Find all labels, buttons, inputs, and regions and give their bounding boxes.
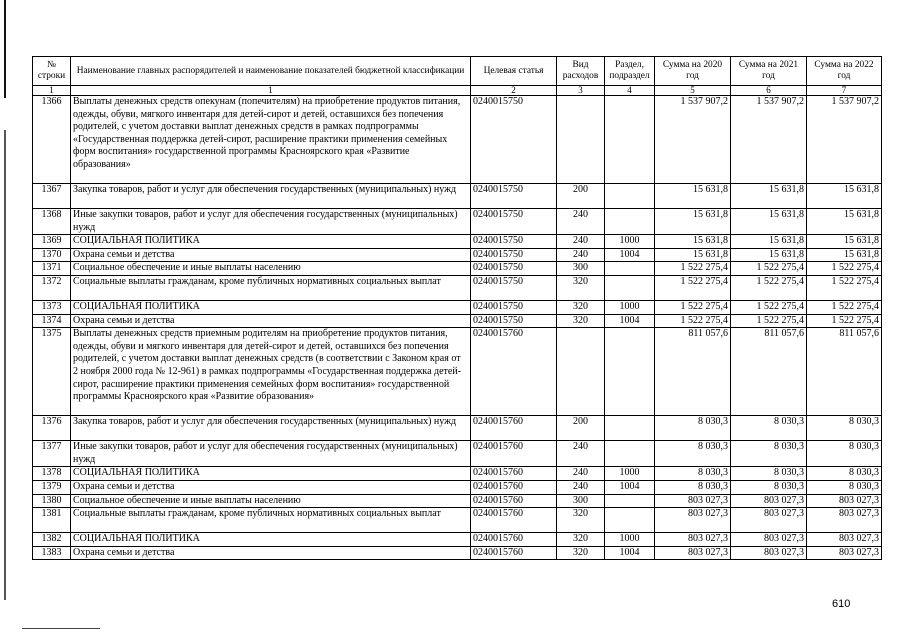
table-row (33, 508, 882, 533)
row-sum-2022: 8 030,3 (807, 480, 882, 494)
row-sum-2022: 15 631,8 (807, 184, 882, 209)
row-target-article: 0240015750 (471, 275, 557, 300)
row-sum-2020: 8 030,3 (655, 467, 731, 481)
row-number: 1379 (33, 480, 71, 494)
table-row (33, 314, 882, 328)
row-number: 1375 (33, 328, 71, 416)
row-sum-2021: 15 631,8 (731, 235, 807, 249)
row-expense-type: 240 (557, 248, 605, 262)
row-section: 1000 (605, 533, 655, 547)
row-number: 1370 (33, 248, 71, 262)
footer-line (22, 628, 100, 629)
table-row (33, 275, 882, 300)
row-sum-2022: 8 030,3 (807, 416, 882, 441)
row-target-article: 0240015760 (471, 467, 557, 481)
row-number: 1372 (33, 275, 71, 300)
row-target-article: 0240015760 (471, 546, 557, 560)
row-name: Иные закупки товаров, работ и услуг для обеспечения государственных (муниципальных) нужд (71, 441, 471, 467)
row-number: 1373 (33, 300, 71, 314)
row-sum-2021: 8 030,3 (731, 416, 807, 441)
row-name: Охрана семьи и детства (71, 480, 471, 494)
row-number: 1368 (33, 209, 71, 235)
row-number: 1382 (33, 533, 71, 547)
row-section (605, 328, 655, 416)
row-sum-2022: 1 522 275,4 (807, 262, 882, 276)
row-number: 1376 (33, 416, 71, 441)
row-expense-type: 320 (557, 300, 605, 314)
row-sum-2022: 1 522 275,4 (807, 300, 882, 314)
row-target-article: 0240015760 (471, 494, 557, 508)
row-target-article: 0240015760 (471, 533, 557, 547)
column-number: 5 (655, 86, 731, 96)
row-sum-2020: 803 027,3 (655, 533, 731, 547)
column-number: 7 (807, 86, 882, 96)
row-sum-2022: 15 631,8 (807, 248, 882, 262)
header-sum-2022: Сумма на 2022 год (807, 57, 882, 86)
row-target-article: 0240015760 (471, 328, 557, 416)
row-sum-2020: 803 027,3 (655, 508, 731, 533)
row-expense-type (557, 328, 605, 416)
row-number: 1367 (33, 184, 71, 209)
row-section: 1004 (605, 480, 655, 494)
row-name: СОЦИАЛЬНАЯ ПОЛИТИКА (71, 533, 471, 547)
row-target-article: 0240015760 (471, 480, 557, 494)
row-sum-2020: 811 057,6 (655, 328, 731, 416)
row-sum-2022: 811 057,6 (807, 328, 882, 416)
row-name: Выплаты денежных средств приемным родителям на приобретение продуктов питания, одежды, обуви и мягкого инвентаря для детей-сирот и детей, оставшихся без попечения родителей, с учетом доставки выплат денежных средств (в соответствии с Законом края от 2 ноября 2000 года № 12-961) в рамках подпрограммы «Государственная поддержка детей-сирот, расширение практики применения семейных форм воспитания» государственной программы Красноярского края «Развитие образования» (71, 328, 471, 416)
table-row (33, 209, 882, 235)
table-row (33, 480, 882, 494)
row-section (605, 184, 655, 209)
row-number: 1371 (33, 262, 71, 276)
row-name: Социальные выплаты гражданам, кроме публичных нормативных социальных выплат (71, 508, 471, 533)
row-sum-2022: 803 027,3 (807, 508, 882, 533)
budget-table (32, 56, 882, 560)
row-section: 1000 (605, 235, 655, 249)
row-section (605, 96, 655, 184)
row-name: Социальные выплаты гражданам, кроме публичных нормативных социальных выплат (71, 275, 471, 300)
row-expense-type: 240 (557, 480, 605, 494)
row-sum-2021: 1 522 275,4 (731, 300, 807, 314)
row-number: 1381 (33, 508, 71, 533)
row-expense-type (557, 96, 605, 184)
row-sum-2021: 15 631,8 (731, 184, 807, 209)
row-sum-2022: 1 522 275,4 (807, 314, 882, 328)
scan-edge-line (4, 130, 6, 600)
row-name: Охрана семьи и детства (71, 248, 471, 262)
row-name: Закупка товаров, работ и услуг для обеспечения государственных (муниципальных) нужд (71, 184, 471, 209)
row-target-article: 0240015750 (471, 209, 557, 235)
table-row (33, 494, 882, 508)
row-sum-2021: 1 522 275,4 (731, 314, 807, 328)
row-sum-2020: 15 631,8 (655, 248, 731, 262)
column-number: 3 (557, 86, 605, 96)
row-number: 1378 (33, 467, 71, 481)
header-row-number: № строки (33, 57, 71, 86)
table-row (33, 328, 882, 416)
row-sum-2021: 811 057,6 (731, 328, 807, 416)
row-number: 1380 (33, 494, 71, 508)
row-name: СОЦИАЛЬНАЯ ПОЛИТИКА (71, 300, 471, 314)
row-name: Иные закупки товаров, работ и услуг для обеспечения государственных (муниципальных) нужд (71, 209, 471, 235)
row-expense-type: 320 (557, 546, 605, 560)
row-sum-2021: 15 631,8 (731, 248, 807, 262)
row-sum-2020: 15 631,8 (655, 184, 731, 209)
row-sum-2020: 1 522 275,4 (655, 262, 731, 276)
table-row (33, 300, 882, 314)
row-name: Закупка товаров, работ и услуг для обеспечения государственных (муниципальных) нужд (71, 416, 471, 441)
row-sum-2020: 1 522 275,4 (655, 275, 731, 300)
row-section (605, 209, 655, 235)
row-sum-2021: 803 027,3 (731, 494, 807, 508)
row-sum-2021: 1 537 907,2 (731, 96, 807, 184)
row-section (605, 275, 655, 300)
row-sum-2022: 1 522 275,4 (807, 275, 882, 300)
row-expense-type: 320 (557, 275, 605, 300)
row-sum-2020: 1 522 275,4 (655, 314, 731, 328)
row-section: 1004 (605, 546, 655, 560)
row-sum-2020: 8 030,3 (655, 480, 731, 494)
row-section (605, 494, 655, 508)
row-number: 1383 (33, 546, 71, 560)
row-name: Охрана семьи и детства (71, 546, 471, 560)
row-target-article: 0240015750 (471, 248, 557, 262)
header-section: Раздел, подраздел (605, 57, 655, 86)
table-row (33, 533, 882, 547)
row-sum-2020: 8 030,3 (655, 441, 731, 467)
row-expense-type: 240 (557, 235, 605, 249)
row-name: Социальное обеспечение и иные выплаты населению (71, 494, 471, 508)
row-sum-2020: 803 027,3 (655, 546, 731, 560)
row-target-article: 0240015760 (471, 508, 557, 533)
row-section (605, 508, 655, 533)
column-number: 4 (605, 86, 655, 96)
row-number: 1369 (33, 235, 71, 249)
row-sum-2021: 1 522 275,4 (731, 262, 807, 276)
row-expense-type: 320 (557, 533, 605, 547)
row-sum-2021: 8 030,3 (731, 480, 807, 494)
table-row (33, 262, 882, 276)
table-row (33, 441, 882, 467)
header-name: Наименование главных распорядителей и наименование показателей бюджетной классификации (71, 57, 471, 86)
row-name: Выплаты денежных средств опекунам (попечителям) на приобретение продуктов питания, одежды, обуви, мягкого инвентаря для детей-сирот и детей, оставшихся без попечения родителей, с учетом доставки выплат денежных средств в рамках подпрограммы «Государственная поддержка детей-сирот, расширение практики применения семейных форм воспитания» государственной программы Красноярского края «Развитие образования» (71, 96, 471, 184)
row-sum-2022: 803 027,3 (807, 494, 882, 508)
row-target-article: 0240015750 (471, 235, 557, 249)
row-sum-2022: 15 631,8 (807, 209, 882, 235)
row-expense-type: 320 (557, 508, 605, 533)
column-number: 2 (471, 86, 557, 96)
row-sum-2020: 803 027,3 (655, 494, 731, 508)
row-sum-2021: 803 027,3 (731, 546, 807, 560)
table-row (33, 416, 882, 441)
table-row (33, 546, 882, 560)
row-target-article: 0240015750 (471, 96, 557, 184)
row-target-article: 0240015750 (471, 314, 557, 328)
row-section: 1000 (605, 467, 655, 481)
row-sum-2020: 1 537 907,2 (655, 96, 731, 184)
row-target-article: 0240015760 (471, 416, 557, 441)
row-sum-2020: 15 631,8 (655, 235, 731, 249)
table-row (33, 248, 882, 262)
row-name: СОЦИАЛЬНАЯ ПОЛИТИКА (71, 467, 471, 481)
table-row (33, 96, 882, 184)
row-target-article: 0240015750 (471, 262, 557, 276)
row-sum-2021: 8 030,3 (731, 467, 807, 481)
column-number-row (33, 86, 882, 96)
row-target-article: 0240015750 (471, 184, 557, 209)
page-number: 610 (832, 598, 851, 610)
row-sum-2021: 803 027,3 (731, 508, 807, 533)
table-row (33, 467, 882, 481)
row-target-article: 0240015760 (471, 441, 557, 467)
row-sum-2022: 803 027,3 (807, 533, 882, 547)
row-number: 1366 (33, 96, 71, 184)
row-expense-type: 200 (557, 184, 605, 209)
row-expense-type: 240 (557, 441, 605, 467)
row-sum-2020: 15 631,8 (655, 209, 731, 235)
row-sum-2021: 15 631,8 (731, 209, 807, 235)
scan-edge-line (4, 0, 6, 98)
row-name: Социальное обеспечение и иные выплаты населению (71, 262, 471, 276)
row-section: 1004 (605, 248, 655, 262)
row-section: 1000 (605, 300, 655, 314)
row-expense-type: 300 (557, 494, 605, 508)
row-sum-2022: 15 631,8 (807, 235, 882, 249)
table-row (33, 184, 882, 209)
row-name: Охрана семьи и детства (71, 314, 471, 328)
row-expense-type: 320 (557, 314, 605, 328)
row-sum-2020: 1 522 275,4 (655, 300, 731, 314)
header-sum-2021: Сумма на 2021 год (731, 57, 807, 86)
row-expense-type: 240 (557, 209, 605, 235)
row-expense-type: 200 (557, 416, 605, 441)
row-expense-type: 300 (557, 262, 605, 276)
row-sum-2021: 803 027,3 (731, 533, 807, 547)
row-expense-type: 240 (557, 467, 605, 481)
row-name: СОЦИАЛЬНАЯ ПОЛИТИКА (71, 235, 471, 249)
row-sum-2022: 803 027,3 (807, 546, 882, 560)
row-number: 1374 (33, 314, 71, 328)
table-row (33, 235, 882, 249)
header-expense-type: Вид расходов (557, 57, 605, 86)
row-sum-2022: 8 030,3 (807, 441, 882, 467)
column-number: 1 (71, 86, 471, 96)
row-sum-2020: 8 030,3 (655, 416, 731, 441)
row-section (605, 441, 655, 467)
row-number: 1377 (33, 441, 71, 467)
row-sum-2021: 8 030,3 (731, 441, 807, 467)
row-sum-2021: 1 522 275,4 (731, 275, 807, 300)
row-sum-2022: 1 537 907,2 (807, 96, 882, 184)
table-header-row (33, 57, 882, 86)
row-section (605, 262, 655, 276)
column-number: 1 (33, 86, 71, 96)
row-sum-2022: 8 030,3 (807, 467, 882, 481)
row-section (605, 416, 655, 441)
column-number: 6 (731, 86, 807, 96)
row-section: 1004 (605, 314, 655, 328)
header-sum-2020: Сумма на 2020 год (655, 57, 731, 86)
row-target-article: 0240015750 (471, 300, 557, 314)
header-target-article: Целевая статья (471, 57, 557, 86)
